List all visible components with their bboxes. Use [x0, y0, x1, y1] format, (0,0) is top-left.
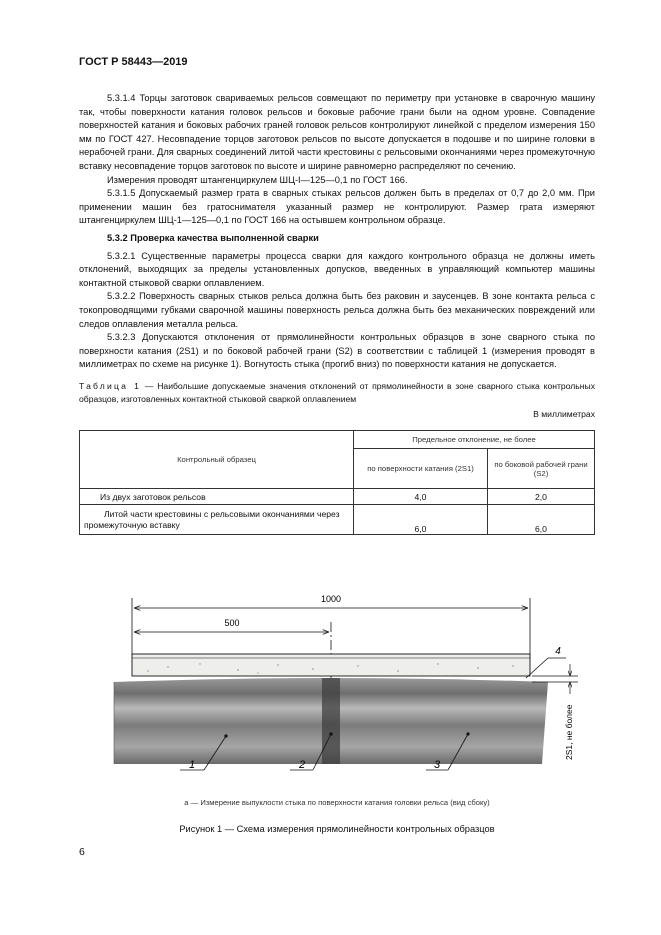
paragraph-5-3-2-2: 5.3.2.2 Поверхность сварных стыков рельса должна быть без раковин и заусенцев. В зоне контакта рельса с токопроводящими губками сварочной машины поверхность рельса должна быть без механических повреждений или следов оплавления металла рельса. [79, 291, 595, 329]
label-2s1: 2S1, не более [564, 704, 574, 760]
table-header-sample: Контрольный образец [80, 431, 354, 489]
table-header-s2: по боковой рабочей грани (S2) [488, 449, 595, 489]
deviation-table [79, 430, 595, 535]
paragraph-5-3-1-5: 5.3.1.5 Допускаемый размер грата в сварных стыках рельсов должен быть в пределах от 0,7 до 2,0 мм. При применении машин без гратоснимателя указанный размер не контролируют. Размер грата измеряют штангенциркулем ШЦ-1—125—0,1 по ГОСТ 166 на остывшем контрольном образце. [79, 188, 595, 226]
paragraph-5-3-1-4: 5.3.1.4 Торцы заготовок свариваемых рельсов совмещают по периметру при установке в сварочную машину так, чтобы поверхности катания головок рельсов и боковые рабочие грани были на одном уровне. Совпадение поверхностей катания и боковых рабочих граней головок рельсов контролируют линейкой с пределом измерения 150 мм по ГОСТ 427. Несовпадение торцов заготовок рельсов по высоте допускается в подошве и по ширине головки в нерабочей грани. Для сварных соединений литой части крестовины с рельсовыми окончаниями через промежуточную вставку несовпадение торцов заготовок по высоте и ширине равномерно распределяют по сечению. [79, 93, 595, 171]
paragraph-5-3-2-1: 5.3.2.1 Существенные параметры процесса сварки для каждого контрольного образца не должны иметь отклонений, выходящих за пределы установленных допусков, введенных в управляющий компьютер машины контактной стыковой сварки оплавлением. [79, 250, 595, 288]
figure-caption: Рисунок 1 — Схема измерения прямолинейности контрольных образцов [179, 824, 495, 834]
table-cell-sample: Из двух заготовок рельсов [80, 489, 354, 505]
label-3: 3 [433, 759, 441, 771]
page-number: 6 [79, 846, 85, 858]
feeler-gauge-4 [526, 646, 566, 678]
label-4: 4 [555, 646, 561, 657]
paragraph-measurements: Измерения проводят штангенциркулем ШЦ-I—125—0,1 по ГОСТ 166. [107, 174, 408, 185]
paragraph-5-3-2-3: 5.3.2.3 Допускаются отклонения от прямолинейности контрольных образцов в зоне сварного стыка по поверхности катания (2S1) и по боковой рабочей грани (S2) в соответствии с таблицей 1 (измерения проводят в миллиметрах по схеме на рисунке 1). Вогнутость стыка (прогиб вниз) по поверхности катания не допускается. [79, 332, 595, 370]
table-cell-sample [80, 505, 354, 535]
table-header-s1: по поверхности катания (2S1) [354, 449, 488, 489]
dimension-500-label: 500 [224, 618, 240, 628]
figure-subcaption: а — Измерение выпуклости стыка по поверхности катания головки рельса (вид сбоку) [184, 798, 490, 807]
label-2: 2 [298, 759, 306, 771]
table-caption [79, 380, 595, 405]
table-cell-s2: 2,0 [488, 489, 595, 505]
table-caption-text: — Наибольшие допускаемые значения отклонений от прямолинейности в зоне сварного стыка контрольных образцов, изготовленных контактной стыковой сваркой оплавлением [79, 381, 595, 404]
straightedge-ruler [132, 654, 530, 676]
table-cell-s1: 4,0 [354, 489, 488, 505]
table-caption-label: Таблица 1 [79, 381, 142, 391]
label-1: 1 [188, 759, 196, 771]
table-cell-s1: 6,0 [354, 505, 488, 535]
dimension-1000-label: 1000 [320, 594, 342, 604]
rail-sample [114, 678, 548, 764]
section-heading-5-3-2: 5.3.2 Проверка качества выполненной сварки [107, 232, 319, 243]
weld-zone [322, 678, 340, 764]
table-cell-s2: 6,0 [488, 505, 595, 535]
document-header: ГОСТ Р 58443—2019 [79, 56, 188, 68]
table-row [80, 489, 595, 505]
table-header-group: Предельное отклонение, не более [354, 431, 595, 449]
table-row [80, 505, 595, 535]
table-cell-sample-text: Литой части крестовины с рельсовыми окончаниями через промежуточную вставку [84, 508, 340, 530]
figure-rail-scheme [108, 588, 588, 788]
body-text [79, 92, 595, 372]
table-units: В миллиметрах [533, 409, 595, 419]
